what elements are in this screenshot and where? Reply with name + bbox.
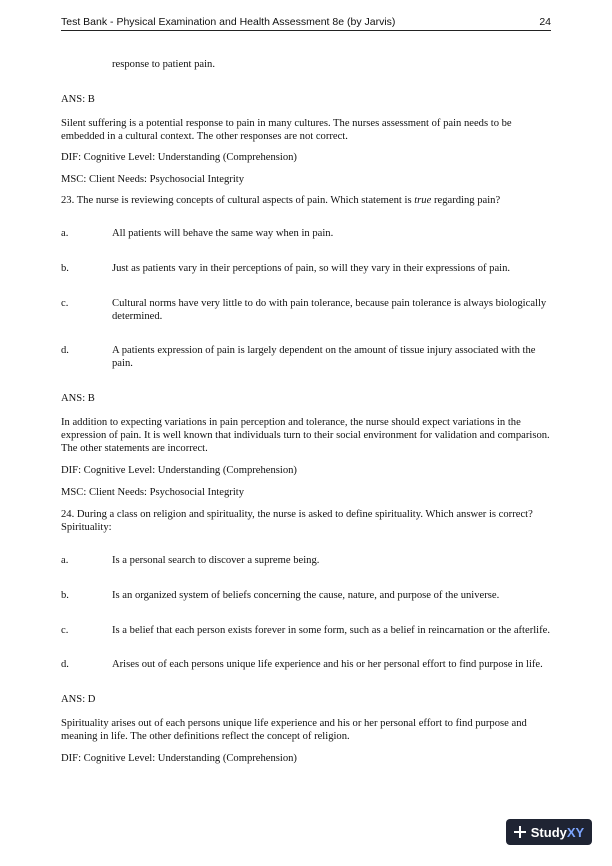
option-letter: c. bbox=[61, 298, 69, 309]
brand-label bbox=[531, 825, 584, 840]
option-text: All patients will behave the same way when in pain. bbox=[112, 228, 334, 239]
q23-stem-emphasis: true bbox=[414, 195, 432, 206]
q23-option-a bbox=[61, 227, 551, 240]
q22-answer: ANS: B bbox=[61, 94, 95, 105]
option-text: A patients expression of pain is largely dependent on the amount of tissue injury associated with the pain. bbox=[112, 345, 536, 369]
option-letter: a. bbox=[61, 228, 69, 239]
option-text: Is a personal search to discover a supreme being. bbox=[112, 555, 320, 566]
q23-stem-part1: 23. The nurse is reviewing concepts of cultural aspects of pain. Which statement is bbox=[61, 195, 415, 206]
q23-msc: MSC: Client Needs: Psychosocial Integrity bbox=[61, 487, 245, 498]
option-text: Is a belief that each person exists forever in some form, such as a belief in reincarnation or the afterlife. bbox=[112, 625, 550, 636]
option-letter: a. bbox=[61, 555, 69, 566]
option-text: Just as patients vary in their perceptions of pain, so will they vary in their expressions of pain. bbox=[112, 263, 511, 274]
q23-dif: DIF: Cognitive Level: Understanding (Comprehension) bbox=[61, 465, 297, 476]
q22-dif: DIF: Cognitive Level: Understanding (Comprehension) bbox=[61, 152, 297, 163]
brand-name: Study bbox=[530, 824, 567, 840]
q23-answer: ANS: B bbox=[61, 393, 95, 404]
option-text: Arises out of each persons unique life experience and his or her personal effort to find purpose in life. bbox=[112, 659, 543, 670]
q24-option-b bbox=[61, 589, 551, 602]
page-header bbox=[61, 14, 551, 31]
q23-option-b bbox=[61, 262, 551, 275]
q24-rationale: Spirituality arises out of each persons unique life experience and his or her personal effort to find purpose and meaning in life. The other definitions reflect the concept of religion. bbox=[61, 718, 527, 742]
option-letter: c. bbox=[61, 625, 69, 636]
brand-suffix: XY bbox=[566, 824, 585, 840]
q24-option-d bbox=[61, 658, 551, 671]
q24-answer: ANS: D bbox=[61, 694, 96, 705]
q23-stem bbox=[61, 194, 551, 207]
q22-rationale: Silent suffering is a potential response to pain in many cultures. The nurses assessment of pain needs to be embedded in a cultural context. The other responses are not correct. bbox=[61, 118, 512, 142]
q23-option-d bbox=[61, 344, 551, 370]
q23-rationale: In addition to expecting variations in pain perception and tolerance, the nurse should expect variations in the expression of pain. It is well known that individuals turn to their social environment for validation and comparison. The other statements are incorrect. bbox=[61, 417, 550, 454]
q23-option-c bbox=[61, 297, 551, 323]
q24-dif: DIF: Cognitive Level: Understanding (Comprehension) bbox=[61, 753, 297, 764]
q24-option-c bbox=[61, 624, 551, 637]
q24-stem: 24. During a class on religion and spirituality, the nurse is asked to define spirituality. Which answer is correct? Spirituality: bbox=[61, 509, 533, 533]
q22-msc: MSC: Client Needs: Psychosocial Integrity bbox=[61, 174, 245, 185]
option-text: Cultural norms have very little to do with pain tolerance, because pain tolerance is always biologically determined. bbox=[112, 298, 547, 322]
option-letter: d. bbox=[61, 659, 69, 670]
option-letter: b. bbox=[61, 263, 69, 274]
option-letter: b. bbox=[61, 590, 69, 601]
q22-stem-tail: response to patient pain. bbox=[112, 59, 215, 70]
header-title: Test Bank - Physical Examination and Health Assessment 8e (by Jarvis) bbox=[61, 16, 396, 28]
page-number: 24 bbox=[539, 16, 551, 28]
option-letter: d. bbox=[61, 345, 69, 356]
q24-option-a bbox=[61, 554, 551, 567]
document-body bbox=[61, 58, 551, 765]
option-text: Is an organized system of beliefs concerning the cause, nature, and purpose of the universe. bbox=[112, 590, 500, 601]
studyxy-badge[interactable] bbox=[506, 819, 592, 845]
q23-stem-part2: regarding pain? bbox=[431, 195, 501, 206]
plus-icon bbox=[514, 826, 526, 838]
